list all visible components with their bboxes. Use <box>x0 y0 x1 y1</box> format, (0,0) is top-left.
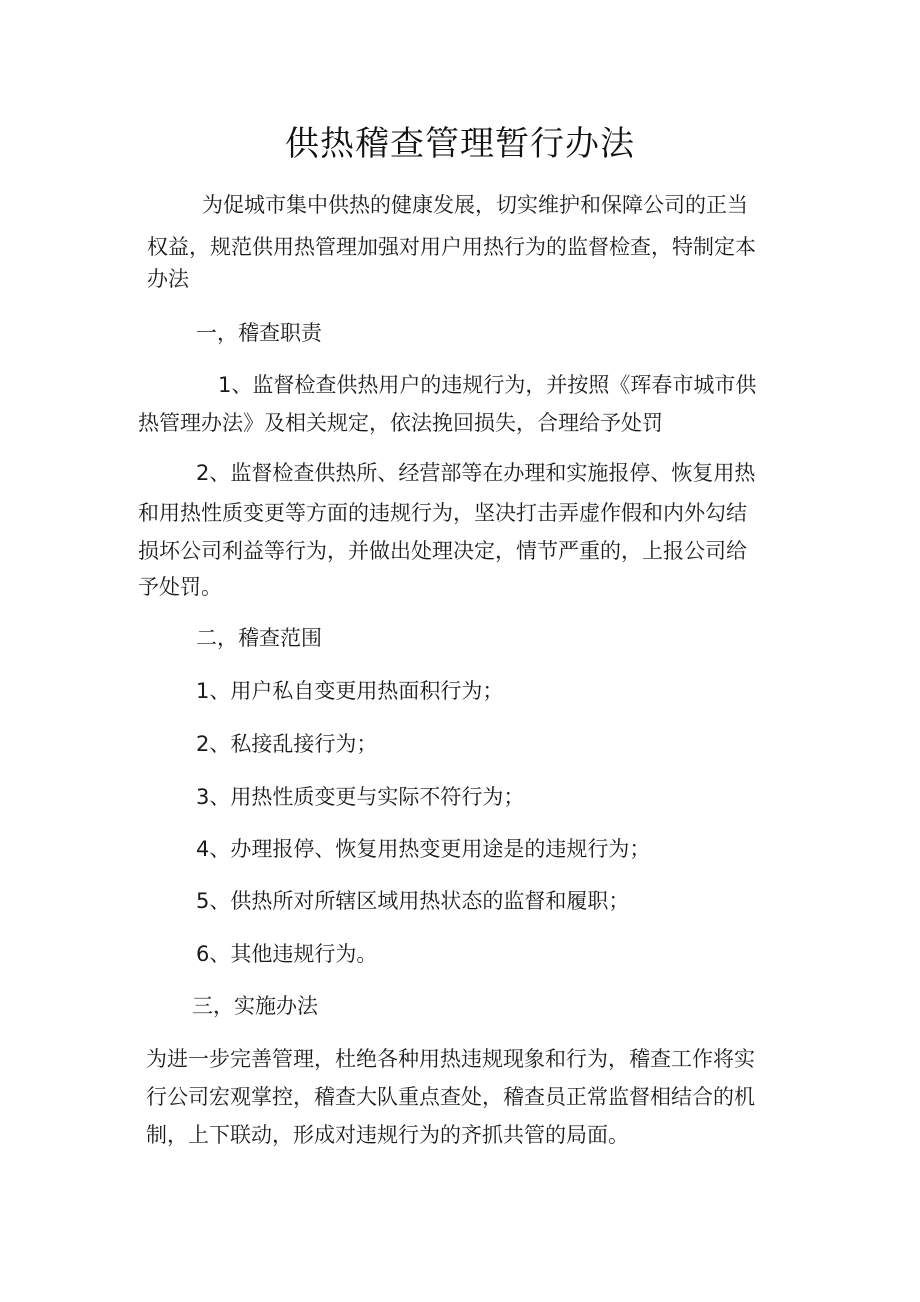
section-2-heading: 二，稽查范围 <box>196 626 322 650</box>
section-1-item-1-line-1: 1、监督检查供热用户的违规行为，并按照《珲春市城市供 <box>218 373 757 397</box>
intro-line-1: 为促城市集中供热的健康发展，切实维护和保障公司的正当 <box>202 193 748 217</box>
section-3-body-line-3: 制，上下联动，形成对违规行为的齐抓共管的局面。 <box>146 1123 629 1147</box>
section-1-item-2-line-2: 和用热性质变更等方面的违规行为，坚决打击弄虚作假和内外勾结 <box>138 501 747 525</box>
section-2-item-2: 2、私接乱接行为； <box>196 732 378 756</box>
section-1-item-2-line-1: 2、监督检查供热所、经营部等在办理和实施报停、恢复用热 <box>196 461 756 485</box>
section-3-heading: 三，实施办法 <box>192 994 318 1018</box>
section-2-item-1: 1、用户私自变更用热面积行为； <box>196 679 504 703</box>
document-title: 供热稽查管理暂行办法 <box>285 124 635 164</box>
intro-line-3: 办法 <box>147 267 189 291</box>
section-2-item-3: 3、用热性质变更与实际不符行为； <box>196 785 525 809</box>
intro-line-2: 权益，规范供用热管理加强对用户用热行为的监督检查，特制定本 <box>147 235 756 259</box>
section-1-heading: 一，稽查职责 <box>196 321 322 345</box>
section-2-item-6: 6、其他违规行为。 <box>196 942 378 966</box>
section-2-item-5: 5、供热所对所辖区域用热状态的监督和履职； <box>196 889 630 913</box>
section-3-body-line-1: 为进一步完善管理，杜绝各种用热违规现象和行为，稽查工作将实 <box>146 1047 755 1071</box>
section-1-item-2-line-4: 予处罚。 <box>138 575 222 599</box>
section-2-item-4: 4、办理报停、恢复用热变更用途是的违规行为； <box>196 837 651 861</box>
section-1-item-1-line-2: 热管理办法》及相关规定，依法挽回损失，合理给予处罚 <box>138 411 663 435</box>
section-1-item-2-line-3: 损坏公司利益等行为，并做出处理决定，情节严重的，上报公司给 <box>138 539 747 563</box>
section-3-body-line-2: 行公司宏观掌控，稽查大队重点查处，稽查员正常监督相结合的机 <box>146 1085 755 1109</box>
